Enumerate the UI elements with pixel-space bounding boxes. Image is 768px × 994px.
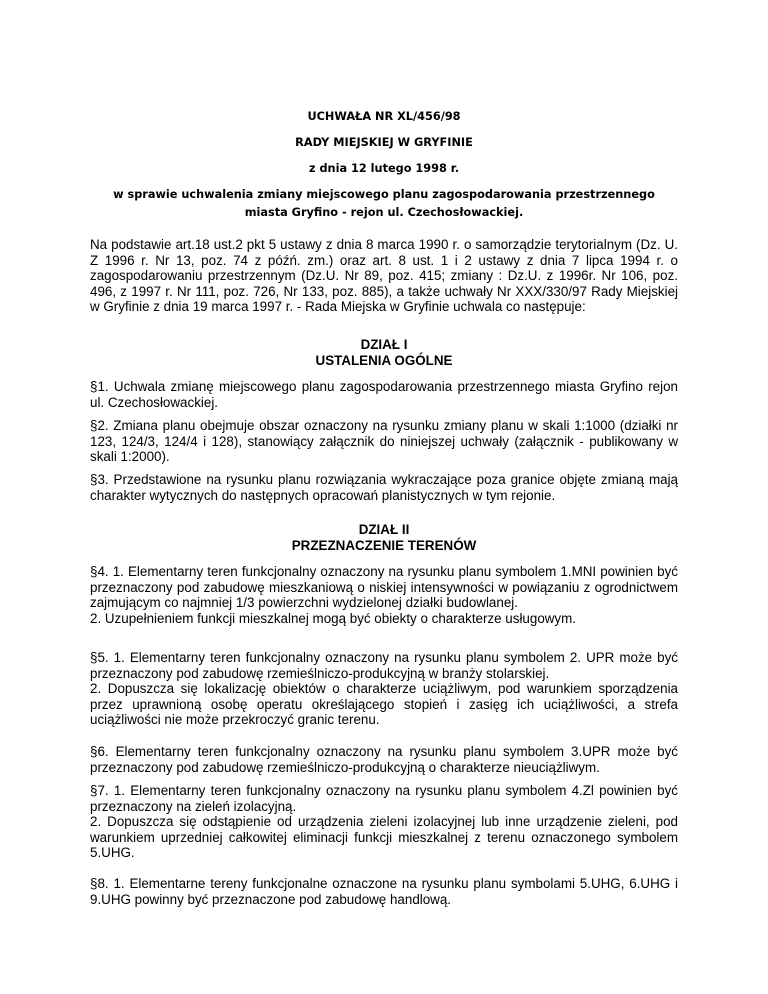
- paragraph-7-point-2: 2. Dopuszcza się odstąpienie od urządzenia zieleni izolacyjnej lub inne urządzenie zieleni, pod warunkiem uprzedniej całkowitej eliminacji funkcji mieszkalnej z terenu oznaczonego symbolem 5.UHG.: [90, 814, 678, 861]
- paragraph-1-text: §1. Uchwala zmianę miejscowego planu zagospodarowania przestrzennego miasta Gryfino rejon ul. Czechosłowackiej.: [90, 379, 678, 410]
- resolution-subject: w sprawie uchwalenia zmiany miejscowego planu zagospodarowania przestrzennego miasta Gryfino - rejon ul. Czechosłowackiej.: [113, 188, 655, 219]
- section-2-number: DZIAŁ II: [358, 522, 410, 537]
- paragraph-5-point-2: 2. Dopuszcza się lokalizację obiektów o charakterze uciążliwym, pod warunkiem sporządzenia przez uprawnioną osobę operatu określającego stopień i zasięg ich uciążliwości, a strefa uciążliwości nie może przekroczyć granic terenu.: [90, 681, 678, 728]
- section-2-title: PRZEZNACZENIE TERENÓW: [291, 538, 477, 553]
- paragraph-7-point-1: §7. 1. Elementarny teren funkcjonalny oznaczony na rysunku planu symbolem 4.Zl powinien być przeznaczony na zieleń izolacyjną.: [90, 783, 678, 814]
- paragraph-1: [90, 379, 678, 410]
- paragraph-3: [90, 472, 678, 503]
- preamble: [90, 237, 678, 315]
- paragraph-6: [90, 744, 678, 775]
- paragraph-2-text: §2. Zmiana planu obejmuje obszar oznaczony na rysunku zmiany planu w skali 1:1000 (działki nr 123, 124/3, 124/4 i 128), stanowiący załącznik do niniejszej uchwały (załącznik - publikowany w skali 1:2000).: [90, 418, 678, 465]
- paragraph-2: [90, 418, 678, 465]
- paragraph-6-text: §6. Elementarny teren funkcjonalny oznaczony na rysunku planu symbolem 3.UPR może być przeznaczony pod zabudowę rzemieślniczo-produkcyjną o charakterze nieuciążliwym.: [90, 744, 678, 775]
- paragraph-5: [90, 650, 678, 728]
- paragraph-3-text: §3. Przedstawione na rysunku planu rozwiązania wykraczające poza granice objęte zmianą mają charakter wytycznych do następnych opracowań planistycznych w tym rejonie.: [90, 472, 678, 503]
- paragraph-7: [90, 783, 678, 861]
- paragraph-5-point-1: §5. 1. Elementarny teren funkcjonalny oznaczony na rysunku planu symbolem 2. UPR może być przeznaczony pod zabudowę rzemieślniczo-produkcyjną w branży stolarskiej.: [90, 650, 678, 681]
- paragraph-4-point-2: 2. Uzupełnieniem funkcji mieszkalnej mogą być obiekty o charakterze usługowym.: [90, 610, 577, 626]
- paragraph-4-point-1: §4. 1. Elementarny teren funkcjonalny oznaczony na rysunku planu symbolem 1.MNI powinien być przeznaczony pod zabudowę mieszkaniową o niskiej intensywności w powiązaniu z ogrodnictwem zajmującym co najmniej 1/3 powierzchni wydzielonej działki budowlanej.: [90, 564, 678, 611]
- resolution-date: z dnia 12 lutego 1998 r.: [308, 162, 460, 175]
- paragraph-4: [90, 564, 678, 626]
- resolution-number: UCHWAŁA NR XL/456/98: [307, 110, 461, 123]
- section-1-number: DZIAŁ I: [360, 337, 408, 352]
- section-1-title: USTALENIA OGÓLNE: [315, 353, 453, 368]
- paragraph-8-text: §8. 1. Elementarne tereny funkcjonalne oznaczone na rysunku planu symbolami 5.UHG, 6.UHG i 9.UHG powinny być przeznaczone pod zabudowę handlową.: [90, 876, 678, 907]
- paragraph-8: [90, 876, 678, 907]
- preamble-text: Na podstawie art.18 ust.2 pkt 5 ustawy z dnia 8 marca 1990 r. o samorządzie terytorialnym (Dz. U. Z 1996 r. Nr 13, poz. 74 z późń. zm.) oraz art. 8 ust. 1 i 2 ustawy z dnia 7 lipca 1994 r. o zagospodarowaniu przestrzennym (Dz.U. Nr 89, poz. 415; zmiany : Dz.U. z 1996r. Nr 106, poz. 496, z 1997 r. Nr 111, poz. 726, Nr 133, poz. 885), a także uchwały Nr XXX/330/97 Rady Miejskiej w Gryfinie z dnia 19 marca 1997 r. - Rada Miejska w Gryfinie uchwala co następuje:: [90, 237, 678, 315]
- council-name: RADY MIEJSKIEJ W GRYFINIE: [295, 136, 473, 149]
